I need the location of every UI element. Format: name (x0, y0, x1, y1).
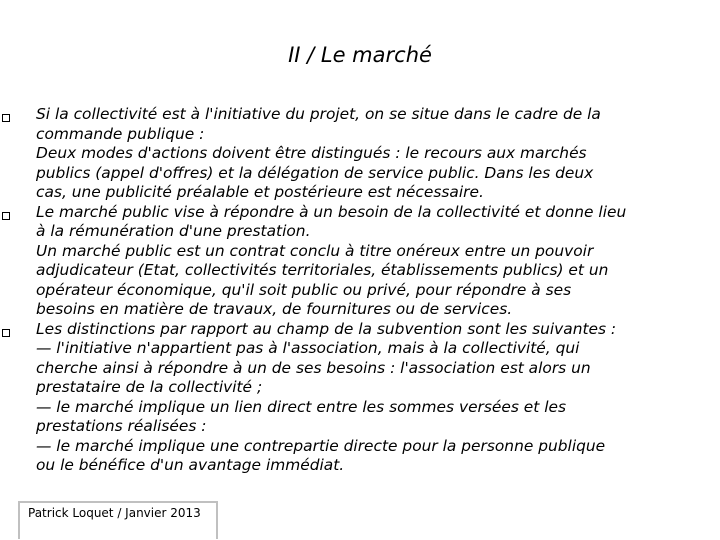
bullet-line: prestations réalisées : (36, 417, 207, 435)
bullet-item-distinctions (0, 320, 720, 476)
bullet-item-commande-publique (0, 105, 720, 203)
hollow-square-bullet-icon (2, 329, 10, 337)
bullet-line: Deux modes d'actions doivent être distingués : le recours aux marchés (36, 144, 587, 162)
bullet-line: Le marché public vise à répondre à un besoin de la collectivité et donne lieu (36, 202, 627, 221)
bullet-text (36, 203, 720, 320)
bullet-line: adjudicateur (Etat, collectivités territoriales, établissements publics) et un (36, 261, 609, 279)
bullet-line: — l'initiative n'appartient pas à l'association, mais à la collectivité, qui (36, 339, 580, 357)
bullet-line: — le marché implique un lien direct entre les sommes versées et les (36, 397, 567, 416)
bullet-line: prestataire de la collectivité ; (36, 378, 263, 396)
bullet-list (0, 105, 720, 476)
bullet-line: Un marché public est un contrat conclu à titre onéreux entre un pouvoir (36, 241, 594, 260)
slide-title: II / Le marché (288, 43, 432, 67)
bullet-line: à la rémunération d'une prestation. (36, 222, 311, 240)
bullet-line: cherche ainsi à répondre à un de ses besoins : l'association est alors un (36, 358, 591, 377)
hollow-square-bullet-icon (2, 114, 10, 122)
hollow-square-bullet-icon (2, 212, 10, 220)
bullet-item-marche-public (0, 203, 720, 320)
bullet-line: ou le bénéfice d'un avantage immédiat. (36, 456, 345, 474)
bullet-line: cas, une publicité préalable et postérieure est nécessaire. (36, 183, 484, 201)
bullet-text (36, 320, 720, 476)
footer-author-date: Patrick Loquet / Janvier 2013 (28, 506, 201, 520)
bullet-line: Les distinctions par rapport au champ de la subvention sont les suivantes : (36, 319, 617, 338)
bullet-line: opérateur économique, qu'il soit public ou privé, pour répondre à ses (36, 280, 572, 299)
bullet-line: — le marché implique une contrepartie directe pour la personne publique (36, 436, 606, 455)
bullet-line: Si la collectivité est à l'initiative du projet, on se situe dans le cadre de la (36, 105, 601, 123)
bullet-line: commande publique : (36, 124, 205, 143)
bullet-text (36, 105, 720, 203)
bullet-line: publics (appel d'offres) et la délégation de service public. Dans les deux (36, 163, 594, 182)
bullet-line: besoins en matière de travaux, de fournitures ou de services. (36, 300, 513, 318)
